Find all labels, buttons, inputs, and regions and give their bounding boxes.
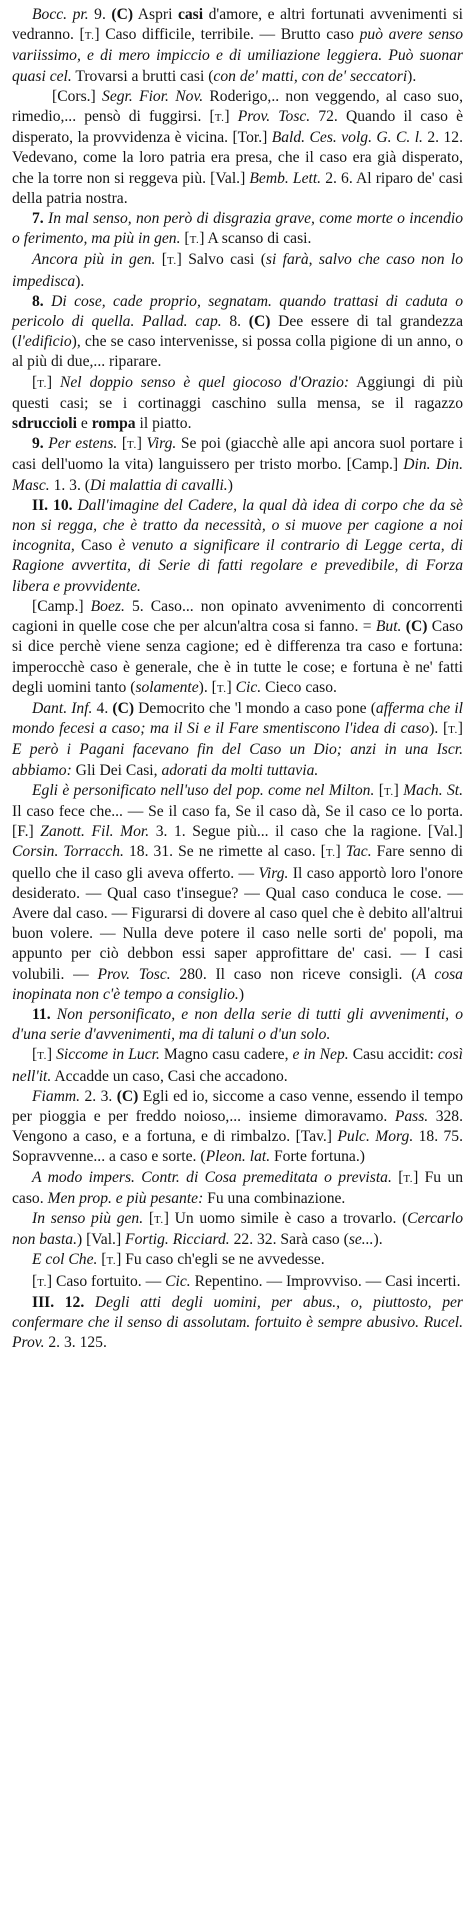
entry-paragraph: A modo impers. Contr. di Cosa premeditata o prevista. [T.] Fu un caso. Men prop. e più pesante: Fu una combinazione. (12, 1168, 463, 1207)
entry-paragraph: Dant. Inf. 4. (C) Democrito che 'l mondo a caso pone (afferma che il mondo fecesi a caso; ma il Si e il Fare smentiscono l'idea di caso). [T.] E però i Pagani facevano fin del Caso un Dio; anzi in una Iscr. abbiamo: Gli Dei Casi, adorati da molti tuttavia. (12, 699, 463, 779)
entry-paragraph: [T.] Nel doppio senso è quel giocoso d'Orazio: Aggiungi di più questi casi; se i cortinaggi caschino sulla mensa, se il ragazzo sdruccioli e rompa il piatto. (12, 373, 463, 433)
entry-paragraph: 8. Di cose, cade proprio, segnatam. quando trattasi di caduta o pericolo di quella. Pallad. cap. 8. (C) Dee essere di tal grandezza (l'edificio), che se caso intervenisse, si possa colla pigione di un anno, o al più di due,... riparare. (12, 292, 464, 371)
entry-paragraph: [Cors.] Segr. Fior. Nov. Roderigo,.. non veggendo, al caso suo, rimedio,... pensò di fuggirsi. [T.] Prov. Tosc. 72. Quando il caso è disperato, la provvidenza è vicina. [Tor.] Bald. Ces. volg. G. C. l. 2. 12. Vedevano, come la loro patria era presa, che il caso era già disperato, che la torre non si reggeva più. [Val.] Bemb. Lett. 2. 6. Al riparo de' casi della patria nostra. (12, 87, 463, 207)
entry-paragraph: Egli è personificato nell'uso del pop. come nel Milton. [T.] Mach. St. Il caso fece che... — Se il caso fa, Se il caso dà, Se il caso ce lo porta. [F.] Zanott. Fil. Mor. 3. 1. Segue più... il caso che la ragione. [Val.] Corsin. Torracch. 18. 31. Se ne rimette al caso. [T.] Tac. Fare senno di quello che il caso gli aveva offerto. — Virg. Il caso apportò loro l'onore desiderato. — Qual caso t'insegue? — Qual caso conduca le cose. — Avere dal caso. — Figurarsi di dovere al caso quel che è debito all'altrui buon volere. — Nulla deve potere il caso nelle sorti de' popoli, ma appunto per ciò debbon essi saper approfittare de' casi. — I casi volubili. — Prov. Tosc. 280. Il caso non riceve consigli. (A cosa inopinata non c'è tempo a consiglio.) (12, 781, 463, 1003)
entry-paragraph: 9. Per estens. [T.] Virg. Se poi (giacchè alle api ancora suol portare i casi dell'uomo la vita) languissero per tristo morbo. [Camp.] Din. Din. Masc. 1. 3. (Di malattia di cavalli.) (12, 435, 464, 494)
entry-paragraph: II. 10. Dall'imagine del Cadere, la qual dà idea di corpo che da sè non si regga, che è tratto da necessità, o si muove per cagione a noi incognita, Caso è venuto a significare il contrario di Legge certa, di Ragione avvertita, di Serie di fatti regolare e prevedibile, di Forza libera e provvidente. (12, 496, 464, 595)
entry-paragraph: [T.] Siccome in Lucr. Magno casu cadere, e in Nep. Casu accidit: così nell'it. Accadde un caso, Casi che accadono. (12, 1046, 463, 1085)
entry-paragraph: Ancora più in gen. [T.] Salvo casi (si farà, salvo che caso non lo impedisca). (12, 251, 464, 290)
entry-paragraph: 11. Non personificato, e non della serie di tutti gli avvenimenti, o d'una serie d'avvenimenti, ma di taluni o d'un solo. (12, 1005, 463, 1044)
entry-paragraph: Fiamm. 2. 3. (C) Egli ed io, siccome a caso venne, essendo il tempo per pioggia e per freddo noioso,... insieme dimoravamo. Pass. 328. Vengono a caso, e a fortuna, e di rimbalzo. [Tav.] Pulc. Morg. 18. 75. Sopravvenne... a caso e sorte. (Pleon. lat. Forte fortuna.) (12, 1087, 463, 1166)
entry-paragraph: III. 12. Degli atti degli uomini, per abus., o, piuttosto, per confermare che il senso di assolutam. fortuito è sempre abusivo. Rucel. Prov. 2. 3. 125. (12, 1293, 464, 1352)
entry-paragraph: [Camp.] Boez. 5. Caso... non opinato avvenimento di concorrenti cagioni in quelle cose che per alcun'altra cosa si fanno. = But. (C) Caso si dice perchè viene senza cagione; ed è differenza tra caso e fortuna: imperocchè caso è generale, che è in tutte le cose; e fortuna è ne' fatti degli uomini tanto (solamente). [T.] Cic. Cieco caso. (12, 597, 463, 696)
entry-paragraph: In senso più gen. [T.] Un uomo simile è caso a trovarlo. (Cercarlo non basta.) [Val.] Fortig. Ricciard. 22. 32. Sarà caso (se...). (12, 1209, 463, 1249)
entry-paragraph: [T.] Caso fortuito. — Cic. Repentino. — Improvviso. — Casi incerti. (32, 1272, 461, 1290)
entry-paragraph: Bocc. pr. 9. (C) Aspri casi d'amore, e altri fortunati avvenimenti si vedranno. [T.] Caso difficile, terribile. — Brutto caso può avere senso variissimo, e di mero impiccio e di umiliazione leggiera. Può suonar quasi cel. Trovarsi a brutti casi (con de' matti, con de' seccatori). (12, 6, 463, 85)
entry-paragraph: 7. In mal senso, non però di disgrazia grave, come morte o incendio o ferimento, ma più in gen. [T.] A scanso di casi. (12, 210, 463, 248)
entry-paragraph: E col Che. [T.] Fu caso ch'egli se ne avvedesse. (32, 1251, 325, 1269)
